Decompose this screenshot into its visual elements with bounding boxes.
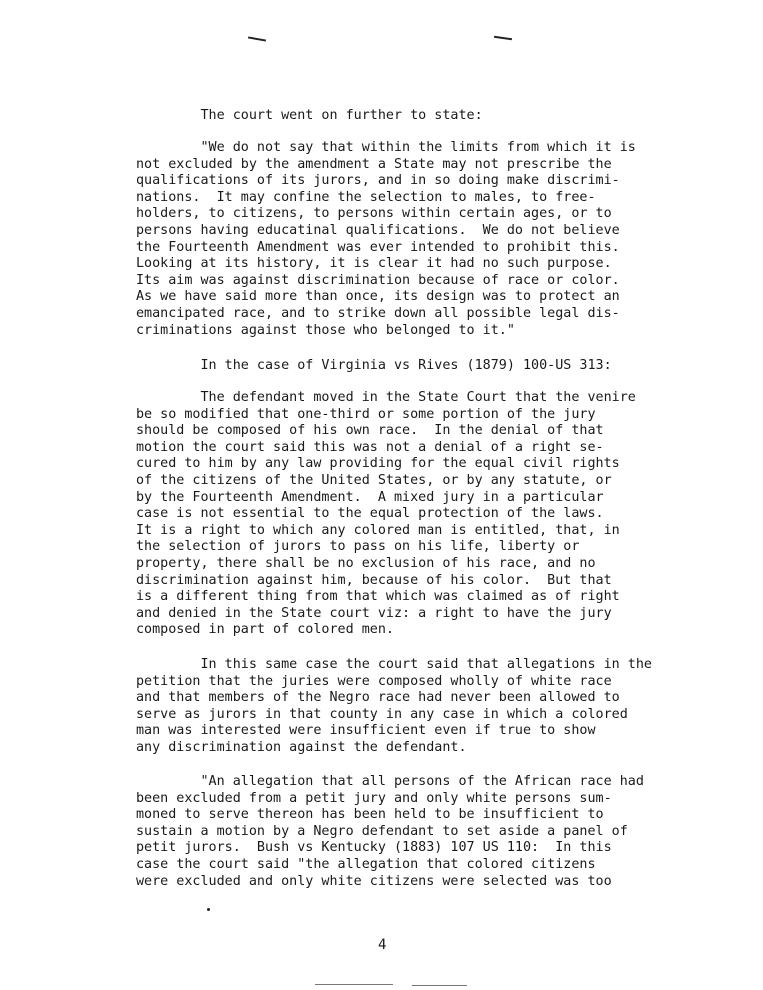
stray-mark xyxy=(207,908,210,911)
footer-rule-right xyxy=(412,985,467,986)
footer-rule-left xyxy=(315,984,393,985)
top-left-mark xyxy=(248,36,266,41)
paragraph-allegation-quote: "An allegation that all persons of the African race had been excluded from a petit jury and only white persons sum- moned to serve thereon has been held to be insufficient to sustain a motion by a Negro defendant to set aside a panel of petit jurors. Bush vs Kentucky (1883) 107 US 110: In this case the court said "the allegation that colored citizens were excluded and only white citizens were selected was too xyxy=(136,774,644,889)
paragraph-same-case: In this same case the court said that allegations in the petition that the juries were composed wholly of white race and that members of the Negro race had never been allowed to serve as jurors in that county in any case in which a colored man was interested were insufficient even if true to show any discrimination against the defendant. xyxy=(136,657,652,755)
top-right-mark xyxy=(494,36,512,40)
paragraph-case-heading: In the case of Virginia vs Rives (1879) 100-US 313: xyxy=(136,358,612,373)
paragraph-defendant-motion: The defendant moved in the State Court that the venire be so modified that one-third or some portion of the jury should be composed of his own race. In the denial of that motion the court said this was not a denial of a right se- cured to him by any law providing for the equal civil rights of the citizens of the United States, or by any statute, or by the Fourteenth Amendment. A mixed jury in a particular case is not essential to the equal protection of the laws. It is a right to which any colored man is entitled, that, in the selection of jurors to pass on his life, liberty or property, there shall be no exclusion of his race, and no discrimination against him, because of his color. But that is a different thing from that which was claimed as of right and denied in the State court viz: a right to have the jury composed in part of colored men. xyxy=(136,390,636,638)
paragraph-quote-jurors: "We do not say that within the limits from which it is not excluded by the amendment a State may not prescribe the qualifications of its jurors, and in so doing make discrimi- nations. It may confine the selection to males, to free- holders, to citizens, to persons within certain ages, or to persons having educatinal qualifications. We do not believe the Fourteenth Amendment was ever intended to prohibit this. Looking at its history, it is clear it had no such purpose. Its aim was against discrimination because of race or color. As we have said more than once, its design was to protect an emancipated race, and to strike down all possible legal dis- criminations against those who belonged to it." xyxy=(136,140,636,338)
page-number: 4 xyxy=(378,937,387,953)
paragraph-intro: The court went on further to state: xyxy=(136,108,483,123)
